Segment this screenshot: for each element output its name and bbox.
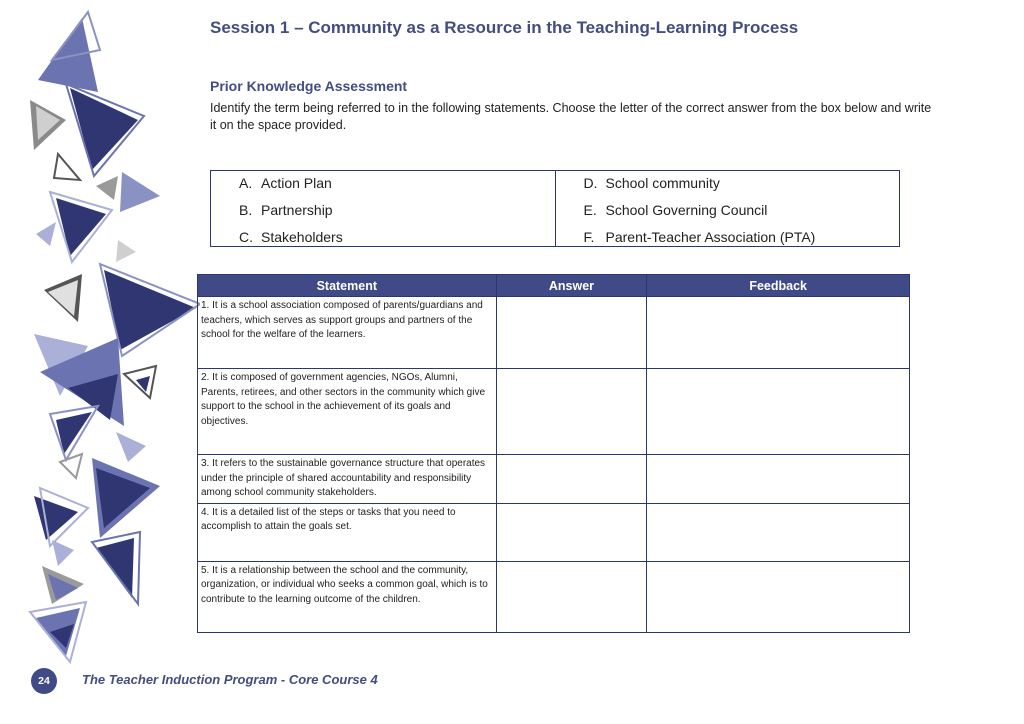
section-subheading: Prior Knowledge Assessment — [210, 78, 408, 94]
answer-cell[interactable] — [496, 297, 647, 369]
choice-item — [239, 201, 555, 228]
feedback-cell[interactable] — [647, 297, 910, 369]
choice-letter: D. — [583, 175, 598, 191]
decorative-triangles — [0, 0, 200, 724]
choices-left-column — [211, 171, 555, 246]
assessment-table — [197, 274, 910, 633]
choice-letter: E. — [583, 202, 597, 218]
page-title: Session 1 – Community as a Resource in the Teaching-Learning Process — [210, 18, 799, 37]
choice-text: Action Plan — [261, 175, 332, 191]
choices-box — [210, 170, 900, 247]
column-header-statement: Statement — [198, 275, 497, 297]
feedback-cell[interactable] — [647, 561, 910, 632]
choice-text: Stakeholders — [261, 229, 343, 245]
choices-right-column — [555, 171, 900, 246]
feedback-cell[interactable] — [647, 455, 910, 504]
answer-cell[interactable] — [496, 503, 647, 561]
choice-text: School community — [605, 175, 720, 191]
triangle-shapes — [30, 12, 200, 662]
choice-text: Partnership — [261, 202, 333, 218]
table-row — [198, 561, 910, 632]
statement-cell: 4. It is a detailed list of the steps or tasks that you need to accomplish to attain the goals set. — [198, 503, 497, 561]
statement-cell: 2. It is composed of government agencies, NGOs, Alumni, Parents, retirees, and other sectors in the community which give support to the school in the achievement of its goals and objectives. — [198, 369, 497, 455]
choice-item — [584, 201, 900, 228]
feedback-cell[interactable] — [647, 369, 910, 455]
feedback-cell[interactable] — [647, 503, 910, 561]
table-row — [198, 503, 910, 561]
footer-course-title: The Teacher Induction Program - Core Course 4 — [82, 672, 378, 687]
answer-cell[interactable] — [496, 561, 647, 632]
page-number-badge: 24 — [31, 668, 57, 694]
table-row — [198, 297, 910, 369]
answer-cell[interactable] — [496, 455, 647, 504]
answer-cell[interactable] — [496, 369, 647, 455]
choice-text: Parent-Teacher Association (PTA) — [605, 229, 816, 245]
column-header-answer: Answer — [496, 275, 647, 297]
column-header-feedback: Feedback — [647, 275, 910, 297]
choice-letter: F. — [583, 229, 595, 245]
choice-item — [584, 228, 900, 255]
table-row — [198, 369, 910, 455]
statement-cell: 5. It is a relationship between the school and the community, organization, or individual who seeks a common goal, which is to contribute to the learning outcome of the children. — [198, 561, 497, 632]
table-row — [198, 455, 910, 504]
choice-letter: C. — [239, 229, 253, 245]
statement-cell: 3. It refers to the sustainable governance structure that operates under the principle of shared accountability and responsibility among school community stakeholders. — [198, 455, 497, 504]
choice-item — [239, 228, 555, 255]
choice-text: School Governing Council — [605, 202, 768, 218]
choice-item — [584, 174, 900, 201]
choice-letter: A. — [239, 175, 253, 191]
choice-item — [239, 174, 555, 201]
choice-letter: B. — [239, 202, 253, 218]
table-header-row — [198, 275, 910, 297]
instructions-text: Identify the term being referred to in the following statements. Choose the letter of the correct answer from the box below and write it on the space provided. — [210, 101, 932, 132]
statement-cell: 1. It is a school association composed of parents/guardians and teachers, which serves as support groups and partners of the school for the welfare of the learners. — [198, 297, 497, 369]
